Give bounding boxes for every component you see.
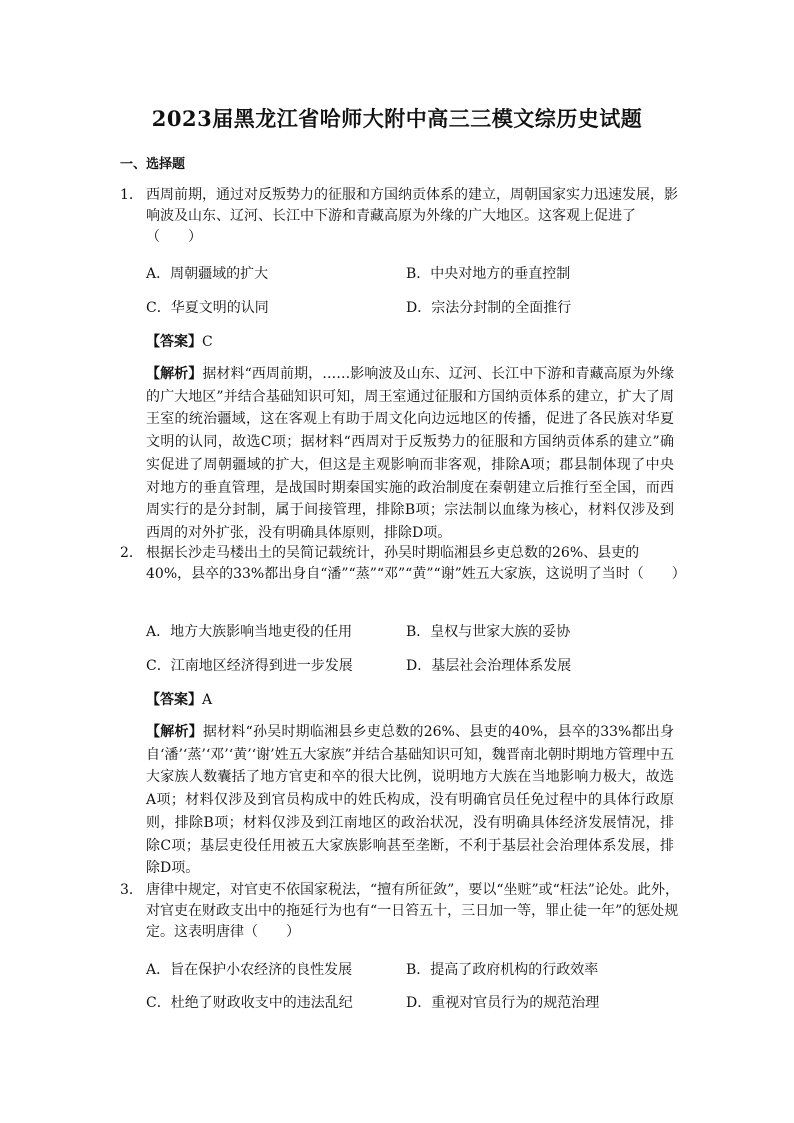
option-row [146, 297, 666, 317]
option-row [146, 621, 666, 641]
option-d[interactable]: D．宗法分封制的全面推行 [406, 300, 572, 316]
question-1 [120, 185, 680, 248]
analysis-block [146, 363, 674, 545]
option-a[interactable]: A．地方大族影响当地吏役的任用 [146, 624, 353, 640]
question-2 [120, 543, 686, 585]
analysis-label: 【解析】 [146, 724, 203, 740]
question-3 [120, 880, 680, 943]
question-number: 3． [120, 882, 143, 898]
option-a[interactable]: A．旨在保护小农经济的良性发展 [146, 962, 353, 978]
option-row [146, 992, 666, 1012]
option-row [146, 959, 666, 979]
option-d[interactable]: D．基层社会治理体系发展 [406, 658, 572, 674]
analysis-text: 据材料“西周前期，……影响波及山东、辽河、长江中下游和青藏高原为外缘的广大地区”并结合基础知识可知，周王室通过征服和方国纳贡体系的建立，扩大了周王室的统治疆域，这在客观上有助于周文化向边远地区的传播，促进了各民族对华夏文明的认同，故选C项；据材料“西周对于反叛势力的征服和方国纳贡体系的建立”确实促进了周朝疆域的扩大，但这是主观影响而非客观，排除A项；郡县制体现了中央对地方的垂直管理，是战国时期秦国实施的政治制度在秦朝建立后推行至全国，而西周实行的是分封制，属于间接管理，排除B项；宗法制以血缘为核心，材料仅涉及到西周的对外扩张，没有明确具体原则，排除D项。 [146, 366, 675, 541]
answer-label: 【答案】 [146, 334, 202, 350]
question-stem: 唐律中规定，对官吏不依国家税法，“擅有所征敛”，要以“坐赃”或“枉法”论处。此外，对官吏在财政支出中的拖延行为也有“一日笞五十，三日加一等，罪止徒一年”的惩处规定。这表明唐律（ ） [146, 882, 679, 940]
analysis-text: 据材料“孙吴时期临湘县乡吏总数的26%、县吏的40%，县卒的33%都出身自‘潘’‘蒸’‘邓’‘黄’‘谢’姓五大家族”并结合基础知识可知，魏晋南北朝时期地方管理中五大家族人数囊括了地方官吏和卒的很大比例，说明地方大族在当地影响力极大，故选A项；材料仅涉及到官员构成中的姓氏构成，没有明确官员任免过程中的具体行政原则，排除B项；材料仅涉及到江南地区的政治状况，没有明确具体经济发展情况，排除C项；基层吏役任用被五大家族影响甚至垄断，不利于基层社会治理体系发展，排除D项。 [146, 724, 675, 877]
option-c[interactable]: C．杜绝了财政收支中的违法乱纪 [146, 995, 353, 1011]
answer-value: A [202, 692, 213, 708]
option-row [146, 655, 666, 675]
answer-line [146, 689, 212, 709]
question-number: 2． [120, 545, 143, 561]
option-c[interactable]: C．江南地区经济得到进一步发展 [146, 658, 353, 674]
answer-value: C [202, 334, 213, 350]
answer-line [146, 331, 213, 351]
question-number: 1． [120, 187, 143, 203]
option-b[interactable]: B．提高了政府机构的行政效率 [406, 962, 599, 978]
question-stem: 根据长沙走马楼出土的吴简记载统计，孙吴时期临湘县乡吏总数的26%、县吏的40%，县卒的33%都出身自“潘”“蒸”“邓”“黄”“谢”姓五大家族，这说明了当时（ ） [146, 545, 686, 582]
option-b[interactable]: B．皇权与世家大族的妥协 [406, 624, 571, 640]
answer-label: 【答案】 [146, 692, 202, 708]
analysis-block [146, 721, 674, 880]
option-c[interactable]: C．华夏文明的认同 [146, 300, 269, 316]
option-d[interactable]: D．重视对官员行为的规范治理 [406, 995, 600, 1011]
question-stem: 西周前期，通过对反叛势力的征服和方国纳贡体系的建立，周朝国家实力迅速发展，影响波及山东、辽河、长江中下游和青藏高原为外缘的广大地区。这客观上促进了（ ） [146, 187, 678, 245]
option-row [146, 263, 666, 283]
option-b[interactable]: B．中央对地方的垂直控制 [406, 266, 571, 282]
section-heading: 一、选择题 [120, 157, 186, 172]
option-a[interactable]: A．周朝疆域的扩大 [146, 266, 269, 282]
analysis-label: 【解析】 [146, 366, 203, 382]
page-title: 2023届黑龙江省哈师大附中高三三模文综历史试题 [151, 106, 643, 131]
